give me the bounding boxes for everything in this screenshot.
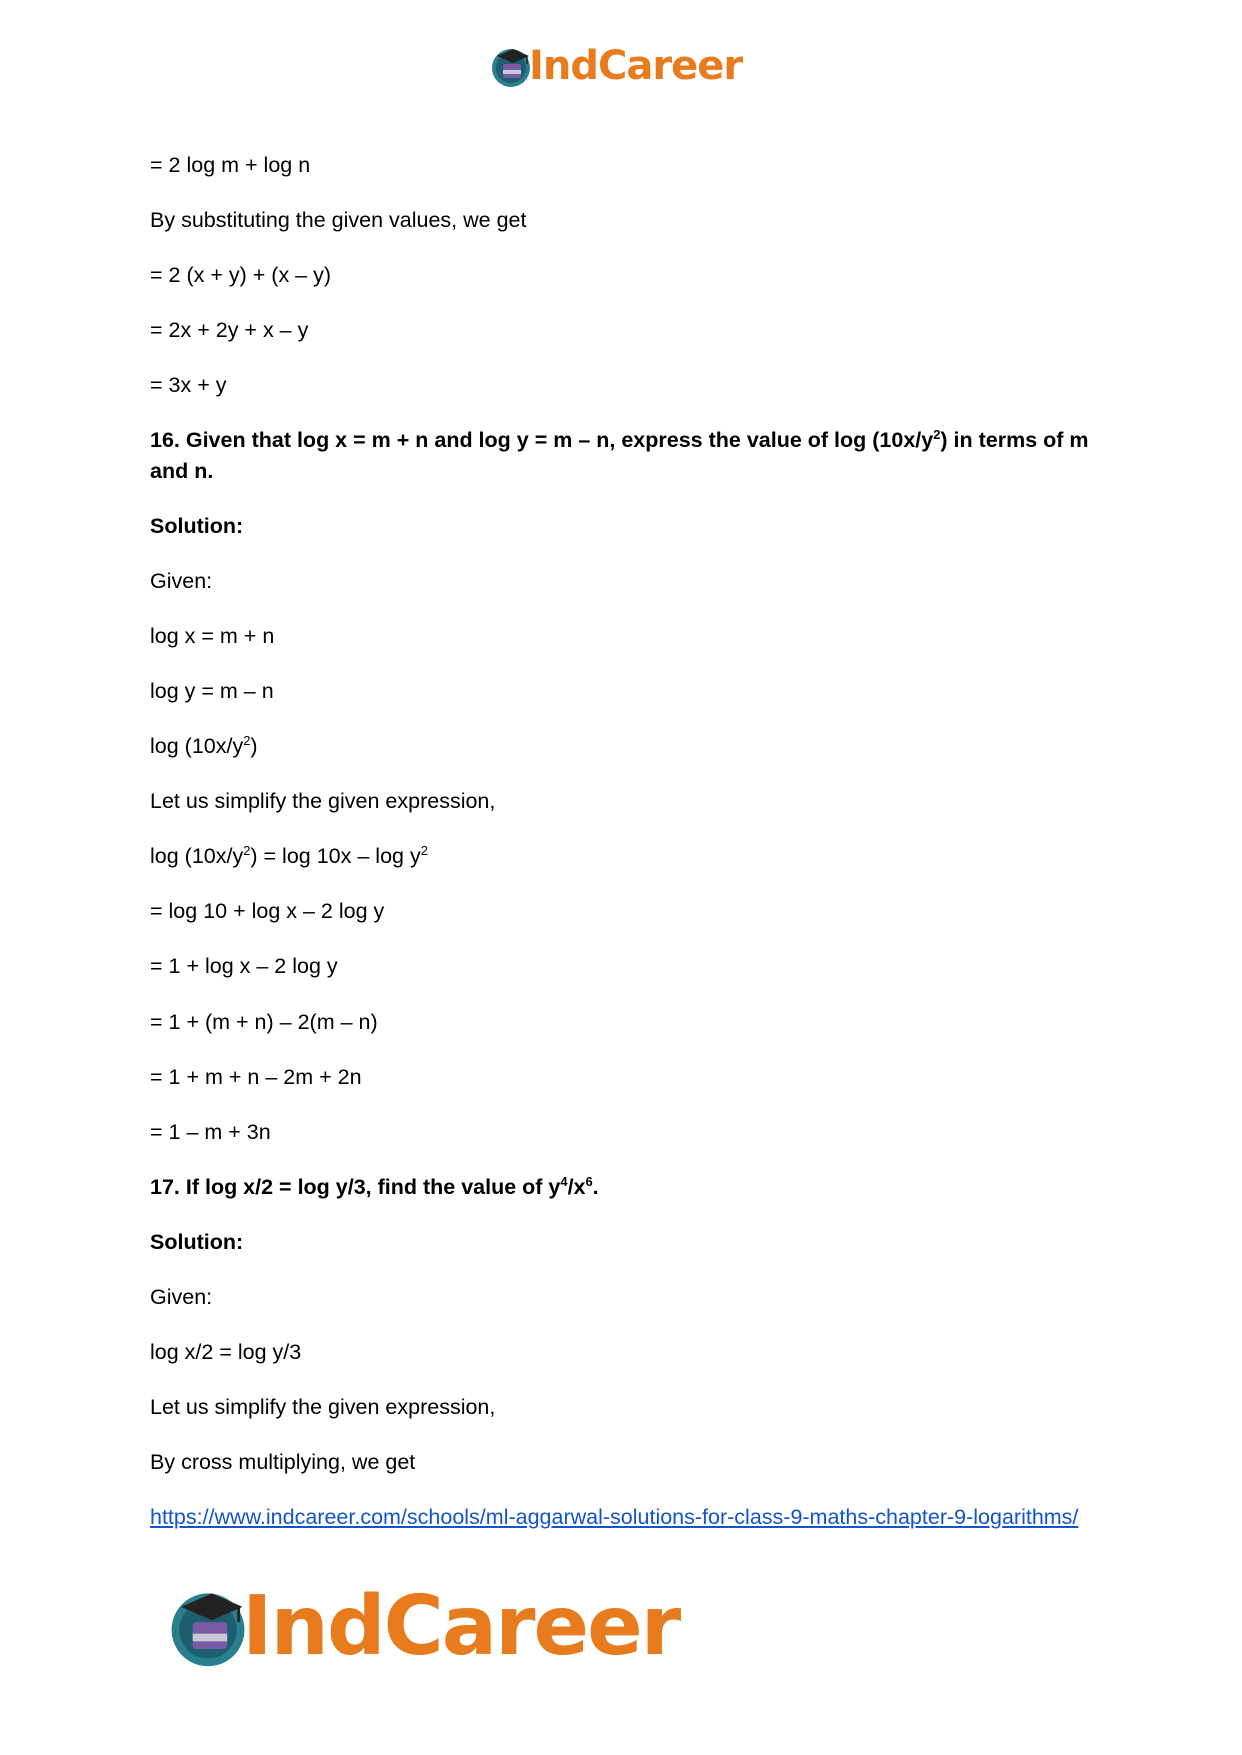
- equation-line: = 3x + y: [150, 373, 227, 398]
- graduation-globe-icon: [162, 1580, 254, 1672]
- given-label: Given:: [150, 568, 213, 593]
- superscript: 2: [933, 427, 941, 443]
- superscript: 6: [585, 1173, 593, 1189]
- equation-line: [150, 731, 1100, 761]
- equation-line: = 1 + (m + n) – 2(m – n): [150, 1009, 378, 1034]
- equation-line: log y = m – n: [150, 678, 274, 703]
- question-text: ) in terms of m and n.: [150, 428, 1089, 483]
- superscript: 4: [560, 1173, 568, 1189]
- question-text: 16. Given that log x = m + n and log y = m – n, express the value of log (10x/y: [150, 428, 934, 453]
- equation-line: [150, 841, 1100, 871]
- equation-line: = 1 + log x – 2 log y: [150, 954, 338, 979]
- superscript: 2: [243, 732, 251, 748]
- body-text-line: By cross multiplying, we get: [150, 1450, 416, 1475]
- footer-logo: [162, 1576, 679, 1676]
- question-text: /x: [567, 1174, 586, 1199]
- question-17-heading: [150, 1172, 1100, 1202]
- document-body: [150, 150, 1100, 1532]
- solution-label: Solution:: [150, 1229, 244, 1254]
- header-logo-text: IndCareer: [529, 43, 743, 89]
- equation-text: ): [250, 734, 258, 759]
- equation-line: = 2 (x + y) + (x – y): [150, 263, 332, 288]
- question-16-heading: [150, 425, 1100, 485]
- body-text-line: Let us simplify the given expression,: [150, 789, 496, 814]
- graduation-globe-icon: [487, 42, 535, 90]
- equation-line: log x = m + n: [150, 623, 275, 648]
- equation-text: log (10x/y: [150, 844, 244, 869]
- question-text: 17. If log x/2 = log y/3, find the value of y: [150, 1174, 561, 1199]
- equation-line: = 1 + m + n – 2m + 2n: [150, 1064, 362, 1089]
- given-label: Given:: [150, 1284, 213, 1309]
- equation-line: log x/2 = log y/3: [150, 1340, 302, 1365]
- body-text-line: By substituting the given values, we get: [150, 208, 527, 233]
- question-text: .: [592, 1174, 599, 1199]
- equation-line: = 2 log m + log n: [150, 153, 311, 177]
- header-logo: [487, 40, 742, 92]
- equation-text: log (10x/y: [150, 734, 244, 759]
- source-url-link[interactable]: https://www.indcareer.com/schools/ml-aggarwal-solutions-for-class-9-maths-chapter-9-logarithms/: [150, 1505, 1079, 1530]
- solution-label: Solution:: [150, 513, 244, 538]
- footer-logo-text: IndCareer: [242, 1578, 680, 1674]
- superscript: 2: [420, 843, 428, 859]
- equation-line: = 1 – m + 3n: [150, 1119, 271, 1144]
- body-text-line: Let us simplify the given expression,: [150, 1395, 496, 1420]
- equation-line: = 2x + 2y + x – y: [150, 318, 309, 343]
- equation-line: = log 10 + log x – 2 log y: [150, 899, 385, 924]
- equation-text: ) = log 10x – log y: [250, 844, 421, 869]
- superscript: 2: [243, 843, 251, 859]
